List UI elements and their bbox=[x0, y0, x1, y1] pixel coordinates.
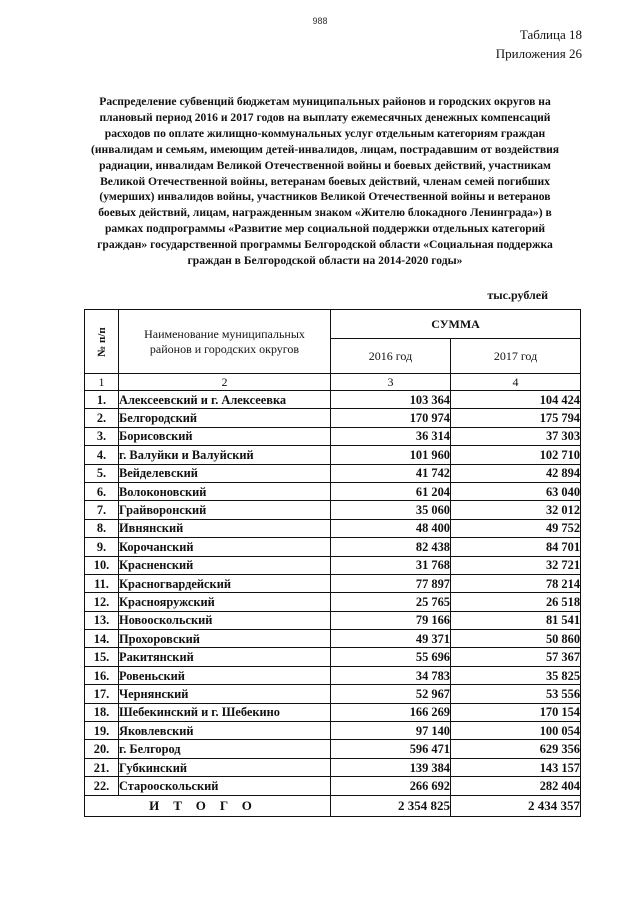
heading-line: рамках подпрограммы «Развитие мер социальной поддержки отдельных категорий bbox=[104, 222, 546, 236]
value-2016: 25 765 bbox=[331, 593, 451, 611]
header-num-col: № п/п bbox=[85, 310, 119, 374]
row-number: 6. bbox=[85, 482, 119, 500]
table-row bbox=[85, 648, 581, 666]
table-row bbox=[85, 703, 581, 721]
value-2016: 31 768 bbox=[331, 556, 451, 574]
value-2016: 79 166 bbox=[331, 611, 451, 629]
table-row bbox=[85, 464, 581, 482]
district-name: Яковлевский bbox=[119, 722, 331, 740]
row-number: 16. bbox=[85, 666, 119, 684]
value-2016: 170 974 bbox=[331, 409, 451, 427]
value-2016: 596 471 bbox=[331, 740, 451, 758]
value-2017: 81 541 bbox=[451, 611, 581, 629]
district-name: Ивнянский bbox=[119, 519, 331, 537]
value-2017: 629 356 bbox=[451, 740, 581, 758]
value-2016: 101 960 bbox=[331, 446, 451, 464]
total-2017: 2 434 357 bbox=[451, 795, 581, 816]
value-2017: 53 556 bbox=[451, 685, 581, 703]
subsidy-table bbox=[84, 309, 581, 817]
value-2016: 36 314 bbox=[331, 427, 451, 445]
table-row bbox=[85, 611, 581, 629]
table-row bbox=[85, 722, 581, 740]
district-name: Новооскольский bbox=[119, 611, 331, 629]
table-row bbox=[85, 556, 581, 574]
row-number: 8. bbox=[85, 519, 119, 537]
row-number: 9. bbox=[85, 538, 119, 556]
row-number: 15. bbox=[85, 648, 119, 666]
district-name: Шебекинский и г. Шебекино bbox=[119, 703, 331, 721]
table-row bbox=[85, 538, 581, 556]
document-heading bbox=[78, 94, 572, 269]
district-name: Борисовский bbox=[119, 427, 331, 445]
value-2016: 49 371 bbox=[331, 630, 451, 648]
table-row bbox=[85, 409, 581, 427]
value-2017: 104 424 bbox=[451, 391, 581, 409]
row-number: 13. bbox=[85, 611, 119, 629]
district-name: Ракитянский bbox=[119, 648, 331, 666]
index-row: 1 2 3 4 bbox=[85, 374, 581, 391]
value-2017: 100 054 bbox=[451, 722, 581, 740]
header-name-col: Наименование муниципальных районов и городских округов bbox=[119, 310, 331, 374]
row-number: 2. bbox=[85, 409, 119, 427]
district-name: Волоконовский bbox=[119, 482, 331, 500]
value-2017: 32 012 bbox=[451, 501, 581, 519]
value-2017: 102 710 bbox=[451, 446, 581, 464]
value-2017: 32 721 bbox=[451, 556, 581, 574]
total-label: ИТОГО bbox=[85, 795, 331, 816]
row-number: 21. bbox=[85, 758, 119, 776]
value-2017: 170 154 bbox=[451, 703, 581, 721]
heading-line: граждан» государственной программы Белгородской области «Социальная поддержка bbox=[97, 238, 553, 252]
header-year-2016: 2016 год bbox=[331, 339, 451, 374]
heading-line: боевых действий, лицам, награжденным знаком «Жителю блокадного Ленинграда») в bbox=[98, 206, 552, 220]
value-2016: 139 384 bbox=[331, 758, 451, 776]
district-name: Прохоровский bbox=[119, 630, 331, 648]
heading-line: (инвалидам и семьям, имеющим детей-инвалидов, лицам, пострадавшим от воздействия bbox=[90, 142, 560, 156]
appendix-label: Приложения 26 bbox=[495, 46, 582, 61]
table-row bbox=[85, 427, 581, 445]
value-2016: 52 967 bbox=[331, 685, 451, 703]
table-row bbox=[85, 740, 581, 758]
total-row bbox=[85, 795, 581, 816]
table-row bbox=[85, 758, 581, 776]
value-2017: 63 040 bbox=[451, 482, 581, 500]
value-2016: 35 060 bbox=[331, 501, 451, 519]
heading-line: Распределение субвенций бюджетам муниципальных районов и городских округов на bbox=[99, 95, 551, 108]
value-2016: 103 364 bbox=[331, 391, 451, 409]
value-2017: 78 214 bbox=[451, 574, 581, 592]
district-name: Чернянский bbox=[119, 685, 331, 703]
value-2017: 57 367 bbox=[451, 648, 581, 666]
heading-line: расходов по оплате жилищно-коммунальных услуг отдельным категориям граждан bbox=[104, 126, 546, 140]
value-2016: 34 783 bbox=[331, 666, 451, 684]
heading-line: плановый период 2016 и 2017 годов на выплату ежемесячных денежных компенсаций bbox=[99, 110, 551, 124]
value-2016: 82 438 bbox=[331, 538, 451, 556]
table-row bbox=[85, 593, 581, 611]
value-2017: 143 157 bbox=[451, 758, 581, 776]
value-2017: 282 404 bbox=[451, 777, 581, 795]
table-row bbox=[85, 501, 581, 519]
row-number: 10. bbox=[85, 556, 119, 574]
row-number: 4. bbox=[85, 446, 119, 464]
row-number: 5. bbox=[85, 464, 119, 482]
district-name: Корочанский bbox=[119, 538, 331, 556]
table-row bbox=[85, 777, 581, 795]
district-name: г. Валуйки и Валуйский bbox=[119, 446, 331, 464]
table-row bbox=[85, 666, 581, 684]
table-row bbox=[85, 519, 581, 537]
header-sum-col: СУММА bbox=[331, 310, 581, 339]
value-2016: 266 692 bbox=[331, 777, 451, 795]
heading-line: (умерших) инвалидов войны, участников Великой Отечественной войны и ветеранов bbox=[99, 190, 551, 204]
district-name: Ровеньский bbox=[119, 666, 331, 684]
district-name: Красногвардейский bbox=[119, 574, 331, 592]
value-2017: 37 303 bbox=[451, 427, 581, 445]
unit-label: тыс.рублей bbox=[487, 288, 548, 302]
district-name: Старооскольский bbox=[119, 777, 331, 795]
district-name: Краснояружский bbox=[119, 593, 331, 611]
value-2017: 42 894 bbox=[451, 464, 581, 482]
row-number: 17. bbox=[85, 685, 119, 703]
district-name: Алексеевский и г. Алексеевка bbox=[119, 391, 331, 409]
row-number: 7. bbox=[85, 501, 119, 519]
value-2016: 97 140 bbox=[331, 722, 451, 740]
row-number: 14. bbox=[85, 630, 119, 648]
district-name: г. Белгород bbox=[119, 740, 331, 758]
value-2016: 48 400 bbox=[331, 519, 451, 537]
value-2017: 35 825 bbox=[451, 666, 581, 684]
value-2017: 175 794 bbox=[451, 409, 581, 427]
header-year-2017: 2017 год bbox=[451, 339, 581, 374]
total-2016: 2 354 825 bbox=[331, 795, 451, 816]
table-row bbox=[85, 630, 581, 648]
district-name: Губкинский bbox=[119, 758, 331, 776]
value-2017: 49 752 bbox=[451, 519, 581, 537]
row-number: 20. bbox=[85, 740, 119, 758]
row-number: 3. bbox=[85, 427, 119, 445]
heading-line: граждан в Белгородской области на 2014-2020 годы» bbox=[187, 254, 463, 268]
page-number: 988 bbox=[312, 16, 328, 26]
value-2016: 166 269 bbox=[331, 703, 451, 721]
district-name: Грайворонский bbox=[119, 501, 331, 519]
value-2016: 77 897 bbox=[331, 574, 451, 592]
value-2016: 55 696 bbox=[331, 648, 451, 666]
row-number: 1. bbox=[85, 391, 119, 409]
table-row bbox=[85, 446, 581, 464]
row-number: 18. bbox=[85, 703, 119, 721]
row-number: 22. bbox=[85, 777, 119, 795]
district-name: Красненский bbox=[119, 556, 331, 574]
heading-line: Великой Отечественной войны, ветеранам боевых действий, членам семей погибших bbox=[100, 174, 550, 188]
heading-line: радиации, инвалидам Великой Отечественной войны и боевых действий, участникам bbox=[99, 158, 551, 172]
table-row bbox=[85, 482, 581, 500]
table-row bbox=[85, 685, 581, 703]
value-2017: 84 701 bbox=[451, 538, 581, 556]
row-number: 12. bbox=[85, 593, 119, 611]
row-number: 11. bbox=[85, 574, 119, 592]
table-label: Таблица 18 bbox=[519, 27, 582, 42]
value-2017: 26 518 bbox=[451, 593, 581, 611]
row-number: 19. bbox=[85, 722, 119, 740]
district-name: Вейделевский bbox=[119, 464, 331, 482]
value-2016: 41 742 bbox=[331, 464, 451, 482]
table-row bbox=[85, 574, 581, 592]
table-row bbox=[85, 391, 581, 409]
value-2016: 61 204 bbox=[331, 482, 451, 500]
value-2017: 50 860 bbox=[451, 630, 581, 648]
district-name: Белгородский bbox=[119, 409, 331, 427]
